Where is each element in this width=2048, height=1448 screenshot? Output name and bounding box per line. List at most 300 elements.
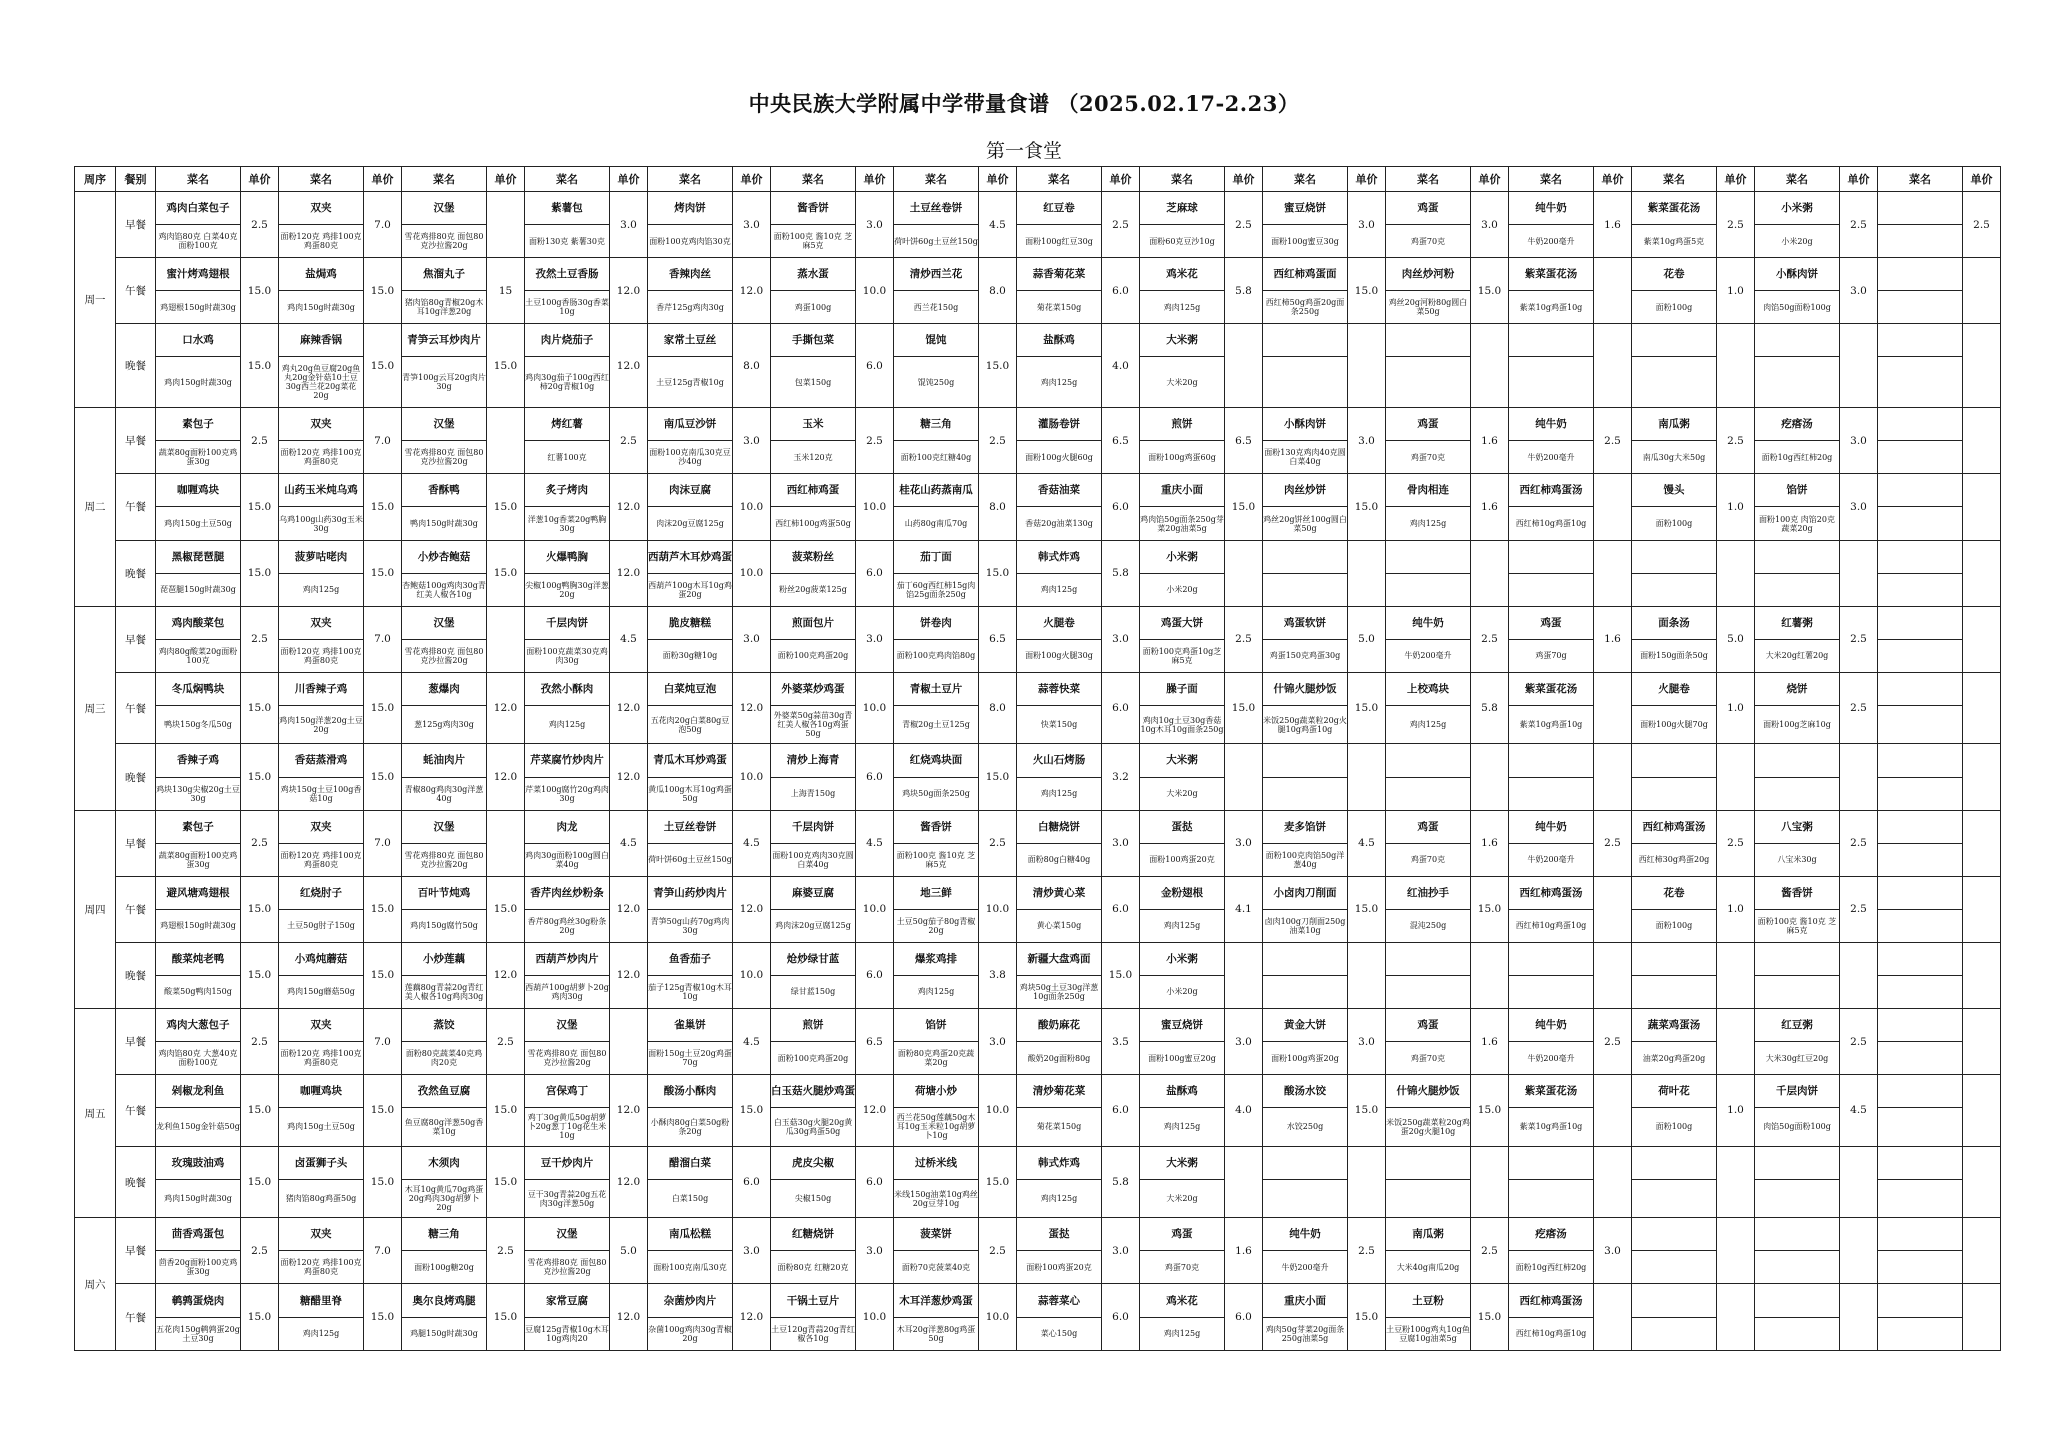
dish-name	[1263, 324, 1348, 357]
dish-price	[1594, 540, 1632, 606]
week-day-cell: 周六	[75, 1218, 116, 1351]
dish-name	[1878, 942, 1963, 975]
ingredient-row	[75, 1042, 2001, 1075]
dish-price: 15.0	[241, 258, 279, 324]
dish-price	[1594, 324, 1632, 408]
dish-ingredients: 大米30g红豆20g	[1755, 1042, 1840, 1075]
dish-ingredients: 面粉130克鸡肉40克圆白菜40g	[1263, 441, 1348, 474]
dish-name: 西红柿鸡蛋汤	[1509, 474, 1594, 507]
dish-ingredients	[1263, 357, 1348, 408]
dish-price	[1963, 1075, 2001, 1147]
dish-ingredients	[1878, 357, 1963, 408]
dish-name	[1386, 540, 1471, 573]
dish-name	[1878, 540, 1963, 573]
dish-price: 1.6	[1471, 810, 1509, 876]
menu-table	[74, 166, 2001, 1351]
header-dish: 菜名	[894, 167, 979, 192]
dish-ingredients: 面粉130克 紫薯30克	[525, 225, 610, 258]
dish-ingredients	[1632, 1317, 1717, 1350]
dish-ingredients: 米饭250g蔬菜粒20g鸡蛋20g火腿10g	[1386, 1108, 1471, 1147]
dish-ingredients	[1878, 909, 1963, 942]
dish-ingredients	[1509, 975, 1594, 1008]
dish-ingredients: 杏鲍菇100g鸡肉30g青红美人椒各10g	[402, 573, 487, 606]
dish-name: 疙瘩汤	[1755, 408, 1840, 441]
dish-name-row	[75, 744, 2001, 777]
dish-name-row	[75, 1284, 2001, 1317]
dish-price: 2.5	[1594, 408, 1632, 474]
dish-price	[1471, 744, 1509, 810]
dish-price	[1963, 1146, 2001, 1218]
dish-price	[1594, 672, 1632, 744]
dish-ingredients: 鸡肉125g	[525, 705, 610, 744]
dish-ingredients: 芹菜100g腐竹20g鸡肉30g	[525, 777, 610, 810]
dish-ingredients: 鸡肉150g土豆50g	[156, 507, 241, 540]
dish-name: 清炒上海青	[771, 744, 856, 777]
dish-price: 3.0	[1102, 1218, 1140, 1284]
dish-name	[1878, 606, 1963, 639]
dish-price: 3.0	[733, 606, 771, 672]
dish-price: 6.5	[856, 1008, 894, 1074]
dish-ingredients: 西红柿100g鸡蛋50g	[771, 507, 856, 540]
dish-name-row	[75, 1008, 2001, 1041]
dish-name: 香辣子鸡	[156, 744, 241, 777]
dish-ingredients: 鸡蛋70g	[1509, 639, 1594, 672]
dish-ingredients: 尖椒150g	[771, 1179, 856, 1218]
dish-price: 2.5	[1348, 1218, 1386, 1284]
dish-ingredients: 牛奶200毫升	[1386, 639, 1471, 672]
dish-price: 4.5	[610, 810, 648, 876]
dish-price: 5.8	[1225, 258, 1263, 324]
dish-name	[1263, 1146, 1348, 1179]
dish-name	[1755, 744, 1840, 777]
dish-ingredients: 大米40g南瓜20g	[1386, 1251, 1471, 1284]
dish-ingredients: 面粉100克 酱10克 芝麻5克	[894, 843, 979, 876]
dish-ingredients	[1755, 777, 1840, 810]
dish-name: 宫保鸡丁	[525, 1075, 610, 1108]
header-price: 单价	[1840, 167, 1878, 192]
dish-price: 10.0	[979, 1284, 1017, 1351]
dish-ingredients	[1632, 1251, 1717, 1284]
dish-name: 紫菜蛋花汤	[1509, 1075, 1594, 1108]
dish-ingredients: 雪花鸡排80克 面包80克沙拉酱20g	[525, 1251, 610, 1284]
dish-ingredients: 白菜150g	[648, 1179, 733, 1218]
dish-ingredients: 面粉100克南瓜30克	[648, 1251, 733, 1284]
dish-price	[1225, 1146, 1263, 1218]
dish-name: 上校鸡块	[1386, 672, 1471, 705]
dish-price	[1963, 942, 2001, 1008]
dish-name: 蒸水蛋	[771, 258, 856, 291]
dish-name: 红豆粥	[1755, 1008, 1840, 1041]
dish-price	[487, 810, 525, 876]
dish-name: 纯牛奶	[1509, 810, 1594, 843]
meal-type-cell: 午餐	[116, 672, 156, 744]
dish-price: 15.0	[979, 540, 1017, 606]
dish-name: 鸡蛋软饼	[1263, 606, 1348, 639]
dish-ingredients: 面粉80克蔬菜40克鸡肉20克	[402, 1042, 487, 1075]
header-dish: 菜名	[1509, 167, 1594, 192]
dish-name	[1632, 1284, 1717, 1317]
dish-price	[1840, 1146, 1878, 1218]
dish-name	[1755, 1218, 1840, 1251]
dish-name: 素包子	[156, 810, 241, 843]
dish-price: 15.0	[1348, 1284, 1386, 1351]
dish-ingredients	[1386, 975, 1471, 1008]
dish-price	[610, 1008, 648, 1074]
dish-price	[1471, 1146, 1509, 1218]
dish-price	[1717, 324, 1755, 408]
dish-ingredients: 面粉100g	[1632, 291, 1717, 324]
dish-ingredients	[1755, 1317, 1840, 1350]
ingredient-row	[75, 441, 2001, 474]
dish-name: 纯牛奶	[1263, 1218, 1348, 1251]
dish-ingredients: 黄瓜100g木耳10g鸡蛋50g	[648, 777, 733, 810]
dish-price: 3.0	[1225, 810, 1263, 876]
dish-name	[1632, 942, 1717, 975]
dish-name: 荷塘小炒	[894, 1075, 979, 1108]
dish-price: 10.0	[856, 1284, 894, 1351]
dish-name: 蜜豆烧饼	[1140, 1008, 1225, 1041]
dish-price: 1.0	[1717, 876, 1755, 942]
dish-name: 木须肉	[402, 1146, 487, 1179]
ingredient-row	[75, 225, 2001, 258]
dish-price	[1963, 606, 2001, 672]
dish-name: 酸汤水饺	[1263, 1075, 1348, 1108]
dish-price: 15.0	[364, 942, 402, 1008]
dish-ingredients: 面粉120克 鸡排100克 鸡蛋80克	[279, 225, 364, 258]
dish-name: 小米粥	[1140, 540, 1225, 573]
dish-ingredients: 雪花鸡排80克 面包80克沙拉酱20g	[402, 639, 487, 672]
dish-ingredients: 鸡丁30g黄瓜50g胡萝卜20g葱丁10g花生米10g	[525, 1108, 610, 1147]
dish-price: 15.0	[1471, 1075, 1509, 1147]
dish-ingredients: 鸡肉30g茄子100g西红柿20g青椒10g	[525, 357, 610, 408]
meal-type-cell: 午餐	[116, 258, 156, 324]
dish-name: 大米粥	[1140, 324, 1225, 357]
dish-price: 10.0	[856, 474, 894, 540]
dish-name: 煎饼	[1140, 408, 1225, 441]
dish-name-row	[75, 810, 2001, 843]
header-price: 单价	[1471, 167, 1509, 192]
dish-ingredients: 酸菜50g鸭肉150g	[156, 975, 241, 1008]
dish-price: 2.5	[1225, 606, 1263, 672]
dish-ingredients	[1878, 225, 1963, 258]
header-price: 单价	[979, 167, 1017, 192]
dish-name-row	[75, 876, 2001, 909]
header-dish: 菜名	[1263, 167, 1348, 192]
dish-name: 肉片烧茄子	[525, 324, 610, 357]
dish-ingredients: 面粉120克 鸡排100克 鸡蛋80克	[279, 1251, 364, 1284]
dish-name: 小鸡炖蘑菇	[279, 942, 364, 975]
dish-price: 15.0	[364, 474, 402, 540]
dish-name	[1755, 1284, 1840, 1317]
dish-name: 西红柿鸡蛋面	[1263, 258, 1348, 291]
dish-price	[1717, 540, 1755, 606]
dish-price: 2.5	[241, 1008, 279, 1074]
dish-price: 15	[487, 258, 525, 324]
dish-name: 麻婆豆腐	[771, 876, 856, 909]
dish-ingredients: 茄子125g青椒10g木耳10g	[648, 975, 733, 1008]
header-week: 周序	[75, 167, 116, 192]
dish-ingredients: 面粉30g糖10g	[648, 639, 733, 672]
dish-name: 菠萝咕咾肉	[279, 540, 364, 573]
dish-ingredients: 面粉10g西红柿20g	[1509, 1251, 1594, 1284]
dish-price: 15.0	[1102, 942, 1140, 1008]
header-dish: 菜名	[1878, 167, 1963, 192]
dish-name: 灌肠卷饼	[1017, 408, 1102, 441]
dish-name: 西红柿鸡蛋汤	[1632, 810, 1717, 843]
header-price: 单价	[1102, 167, 1140, 192]
dish-price: 7.0	[364, 810, 402, 876]
dish-ingredients: 五花肉20g白菜80g豆泡50g	[648, 705, 733, 744]
dish-ingredients: 面粉100克 肉馅20克 蔬菜20g	[1755, 507, 1840, 540]
dish-ingredients: 八宝米30g	[1755, 843, 1840, 876]
dish-price: 3.0	[1840, 408, 1878, 474]
dish-name: 白糖烧饼	[1017, 810, 1102, 843]
dish-name: 醋溜白菜	[648, 1146, 733, 1179]
dish-name: 韩式炸鸡	[1017, 1146, 1102, 1179]
dish-price: 15.0	[979, 324, 1017, 408]
dish-price: 6.5	[979, 606, 1017, 672]
dish-name	[1878, 1075, 1963, 1108]
dish-price: 12.0	[487, 744, 525, 810]
dish-name: 小卤肉刀削面	[1263, 876, 1348, 909]
dish-price: 4.5	[733, 1008, 771, 1074]
dish-price	[1471, 942, 1509, 1008]
dish-ingredients	[1755, 1251, 1840, 1284]
dish-price	[1963, 876, 2001, 942]
dish-name: 杂菌炒肉片	[648, 1284, 733, 1317]
dish-ingredients	[1263, 573, 1348, 606]
dish-ingredients	[1632, 1179, 1717, 1218]
dish-price: 2.5	[487, 1008, 525, 1074]
dish-name	[1755, 324, 1840, 357]
dish-name: 红糖烧饼	[771, 1218, 856, 1251]
dish-ingredients: 面粉100克蔬菜30克鸡肉30g	[525, 639, 610, 672]
dish-price	[487, 606, 525, 672]
meal-type-cell: 午餐	[116, 876, 156, 942]
dish-name: 韩式炸鸡	[1017, 540, 1102, 573]
dish-ingredients: 南瓜30g大米50g	[1632, 441, 1717, 474]
dish-price: 6.5	[1102, 408, 1140, 474]
dish-price: 15.0	[487, 324, 525, 408]
dish-name: 鱼香茄子	[648, 942, 733, 975]
dish-price: 15.0	[364, 324, 402, 408]
dish-name: 紫菜蛋花汤	[1509, 672, 1594, 705]
dish-ingredients: 鸡丝20g饼丝100g圆白菜50g	[1263, 507, 1348, 540]
dish-ingredients: 青椒80g鸡肉30g洋葱40g	[402, 777, 487, 810]
dish-ingredients: 鸡肉125g	[1386, 507, 1471, 540]
dish-name: 蒜蓉快菜	[1017, 672, 1102, 705]
page-title: 中央民族大学附属中学带量食谱 （2025.02.17-2.23）	[748, 91, 1300, 116]
dish-name: 茄丁面	[894, 540, 979, 573]
header-price: 单价	[487, 167, 525, 192]
dish-ingredients: 木耳20g洋葱80g鸡蛋50g	[894, 1317, 979, 1350]
dish-price	[1963, 324, 2001, 408]
dish-price: 15.0	[364, 876, 402, 942]
dish-ingredients: 面粉100克鸡蛋10g芝麻5克	[1140, 639, 1225, 672]
dish-price: 10.0	[856, 258, 894, 324]
dish-name: 蛋挞	[1017, 1218, 1102, 1251]
dish-ingredients: 小米20g	[1140, 975, 1225, 1008]
dish-name: 煎饼	[771, 1008, 856, 1041]
dish-price	[1963, 744, 2001, 810]
dish-name: 小米粥	[1755, 192, 1840, 225]
dish-ingredients	[1878, 1179, 1963, 1218]
dish-name	[1878, 672, 1963, 705]
dish-ingredients: 牛奶200毫升	[1509, 441, 1594, 474]
dish-name-row	[75, 1146, 2001, 1179]
dish-ingredients: 西葫芦100g木耳10g鸡蛋20g	[648, 573, 733, 606]
dish-price: 15.0	[241, 540, 279, 606]
dish-price: 3.0	[1348, 192, 1386, 258]
dish-name: 花卷	[1632, 876, 1717, 909]
dish-name	[1386, 324, 1471, 357]
dish-ingredients: 面粉100克红糖40g	[894, 441, 979, 474]
dish-price	[1225, 942, 1263, 1008]
dish-price: 10.0	[979, 876, 1017, 942]
dish-price: 12.0	[610, 324, 648, 408]
dish-price: 2.5	[856, 408, 894, 474]
ingredient-row	[75, 909, 2001, 942]
dish-price: 12.0	[610, 672, 648, 744]
dish-name: 双夹	[279, 1218, 364, 1251]
dish-price: 2.5	[241, 810, 279, 876]
dish-price: 6.0	[856, 1146, 894, 1218]
dish-price: 15.0	[1348, 876, 1386, 942]
dish-name-row	[75, 606, 2001, 639]
dish-ingredients: 面粉100g	[1632, 1108, 1717, 1147]
dish-ingredients: 鸡肉125g	[1140, 1108, 1225, 1147]
dish-ingredients	[1755, 573, 1840, 606]
dish-name: 孜然土豆香肠	[525, 258, 610, 291]
dish-ingredients: 鸭肉150g时蔬30g	[402, 507, 487, 540]
dish-price: 15.0	[1348, 1075, 1386, 1147]
dish-name: 火腿卷	[1632, 672, 1717, 705]
dish-ingredients: 西红柿10g鸡蛋10g	[1509, 909, 1594, 942]
dish-ingredients: 面粉100g蜜豆20g	[1140, 1042, 1225, 1075]
dish-name: 鸡蛋	[1509, 606, 1594, 639]
dish-ingredients: 红薯100克	[525, 441, 610, 474]
dish-ingredients: 西红柿10g鸡蛋10g	[1509, 507, 1594, 540]
dish-price: 2.5	[241, 408, 279, 474]
dish-price	[1594, 744, 1632, 810]
header-dish: 菜名	[1140, 167, 1225, 192]
dish-name: 西红柿鸡蛋	[771, 474, 856, 507]
dish-ingredients: 面粉100克南瓜30克豆沙40g	[648, 441, 733, 474]
dish-name: 鸡肉酸菜包	[156, 606, 241, 639]
dish-price: 10.0	[733, 540, 771, 606]
dish-price: 4.5	[610, 606, 648, 672]
dish-price	[1717, 1218, 1755, 1284]
dish-name-row	[75, 540, 2001, 573]
dish-name: 花卷	[1632, 258, 1717, 291]
dish-name: 咖喱鸡块	[156, 474, 241, 507]
dish-price	[1963, 540, 2001, 606]
dish-price: 3.8	[979, 942, 1017, 1008]
dish-ingredients	[1509, 777, 1594, 810]
dish-name: 煎面包片	[771, 606, 856, 639]
dish-name: 土豆粉	[1386, 1284, 1471, 1317]
dish-name-row	[75, 474, 2001, 507]
dish-name: 酸奶麻花	[1017, 1008, 1102, 1041]
dish-name	[1878, 810, 1963, 843]
dish-name: 鸡肉白菜包子	[156, 192, 241, 225]
dish-name: 汉堡	[525, 1008, 610, 1041]
dish-price	[1471, 324, 1509, 408]
dish-ingredients: 西红柿30g鸡蛋20g	[1632, 843, 1717, 876]
dish-ingredients: 鸡肉125g	[1140, 291, 1225, 324]
dish-ingredients: 小米20g	[1755, 225, 1840, 258]
dish-ingredients: 土豆粉100g鸡丸10g鱼豆腐10g油菜5g	[1386, 1317, 1471, 1350]
dish-name: 南瓜粥	[1386, 1218, 1471, 1251]
dish-name: 木耳洋葱炒鸡蛋	[894, 1284, 979, 1317]
dish-ingredients: 上海青150g	[771, 777, 856, 810]
dish-name	[1878, 258, 1963, 291]
dish-ingredients: 青笋50g山药70g鸡肉30g	[648, 909, 733, 942]
dish-name: 雀巢饼	[648, 1008, 733, 1041]
header-price: 单价	[610, 167, 648, 192]
dish-price: 15.0	[1348, 474, 1386, 540]
week-day-cell: 周四	[75, 810, 116, 1008]
dish-name	[1878, 1008, 1963, 1041]
dish-price: 15.0	[979, 744, 1017, 810]
dish-price: 10.0	[733, 474, 771, 540]
dish-price: 3.0	[1840, 474, 1878, 540]
dish-ingredients: 玉米120克	[771, 441, 856, 474]
dish-ingredients: 大米20g	[1140, 357, 1225, 408]
dish-ingredients: 鸡肉150g土豆50g	[279, 1108, 364, 1147]
dish-ingredients: 洋葱10g香菜20g鸭胸30g	[525, 507, 610, 540]
dish-ingredients: 莲藕80g青蒜20g青红美人椒各10g鸡肉30g	[402, 975, 487, 1008]
dish-ingredients	[1263, 777, 1348, 810]
dish-ingredients: 土豆100g香肠30g香菜10g	[525, 291, 610, 324]
dish-ingredients: 紫菜10g鸡蛋10g	[1509, 1108, 1594, 1147]
dish-price: 1.6	[1225, 1218, 1263, 1284]
dish-name: 桂花山药蒸南瓜	[894, 474, 979, 507]
dish-name: 鸡蛋	[1386, 192, 1471, 225]
dish-ingredients: 鸡肉80g酸菜20g面粉100克	[156, 639, 241, 672]
dish-ingredients: 鸡肉125g	[1140, 1317, 1225, 1350]
dish-price: 8.0	[979, 672, 1017, 744]
dish-name-row	[75, 672, 2001, 705]
dish-name	[1509, 324, 1594, 357]
dish-ingredients: 粉丝20g菠菜125g	[771, 573, 856, 606]
dish-name: 玉米	[771, 408, 856, 441]
dish-ingredients	[1386, 573, 1471, 606]
dish-name: 酸汤小酥肉	[648, 1075, 733, 1108]
dish-price: 12.0	[487, 672, 525, 744]
dish-price	[1594, 876, 1632, 942]
dish-name: 茴香鸡蛋包	[156, 1218, 241, 1251]
dish-price: 15.0	[1348, 258, 1386, 324]
dish-price: 1.6	[1471, 1008, 1509, 1074]
dish-price: 2.5	[241, 1218, 279, 1284]
dish-name: 烤肉饼	[648, 192, 733, 225]
dish-price: 15.0	[241, 876, 279, 942]
meal-type-cell: 午餐	[116, 474, 156, 540]
dish-price: 3.0	[1348, 1008, 1386, 1074]
dish-name: 红薯粥	[1755, 606, 1840, 639]
dish-ingredients: 鱼豆腐80g洋葱50g香菜10g	[402, 1108, 487, 1147]
header-meal: 餐别	[116, 167, 156, 192]
dish-ingredients: 龙利鱼150g金针菇50g	[156, 1108, 241, 1147]
dish-ingredients: 面粉100g芝麻10g	[1755, 705, 1840, 744]
dish-price	[1225, 744, 1263, 810]
dish-ingredients: 米饭250g蔬菜粒20g火腿10g鸡蛋10g	[1263, 705, 1348, 744]
dish-price: 6.0	[1102, 258, 1140, 324]
meal-type-cell: 午餐	[116, 1284, 156, 1351]
dish-price: 2.5	[1225, 192, 1263, 258]
dish-price: 3.0	[1225, 1008, 1263, 1074]
